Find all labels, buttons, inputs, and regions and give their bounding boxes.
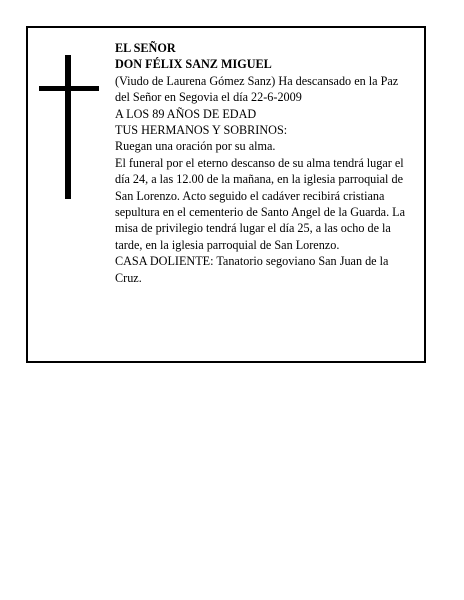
notice-intro: (Viudo de Laurena Gómez Sanz) Ha descansado en la Paz del Señor en Segovia el día 22-6-2009 — [115, 73, 399, 105]
notice-text — [115, 40, 415, 286]
deceased-name: DON FÉLIX SANZ MIGUEL — [115, 57, 272, 72]
notice-funeral: El funeral por el eterno descanso de su alma tendrá lugar el día 24, a las 12.00 de la mañana, en la iglesia parroquial de San Lorenzo. Acto seguido el cadáver recibirá cristiana sepultura en el cementerio de Santo Angel de la Guarda. La misa de privilegio tendrá lugar el día 25, a las ocho de la tarde, en la iglesia parroquial de San Lorenzo. — [115, 155, 406, 252]
notice-mourning-house: CASA DOLIENTE: Tanatorio segoviano San Juan de la Cruz. — [115, 254, 389, 285]
notice-prayer: Ruegan una oración por su alma. — [115, 139, 276, 154]
notice-age: A LOS 89 AÑOS DE EDAD — [115, 106, 257, 121]
cross-horizontal-bar — [39, 86, 99, 91]
cross-vertical-bar — [65, 55, 71, 199]
obituary-notice — [26, 26, 426, 363]
notice-family: TUS HERMANOS Y SOBRINOS: — [115, 123, 288, 138]
notice-heading: EL SEÑOR — [115, 41, 176, 55]
cross-icon — [39, 55, 99, 199]
